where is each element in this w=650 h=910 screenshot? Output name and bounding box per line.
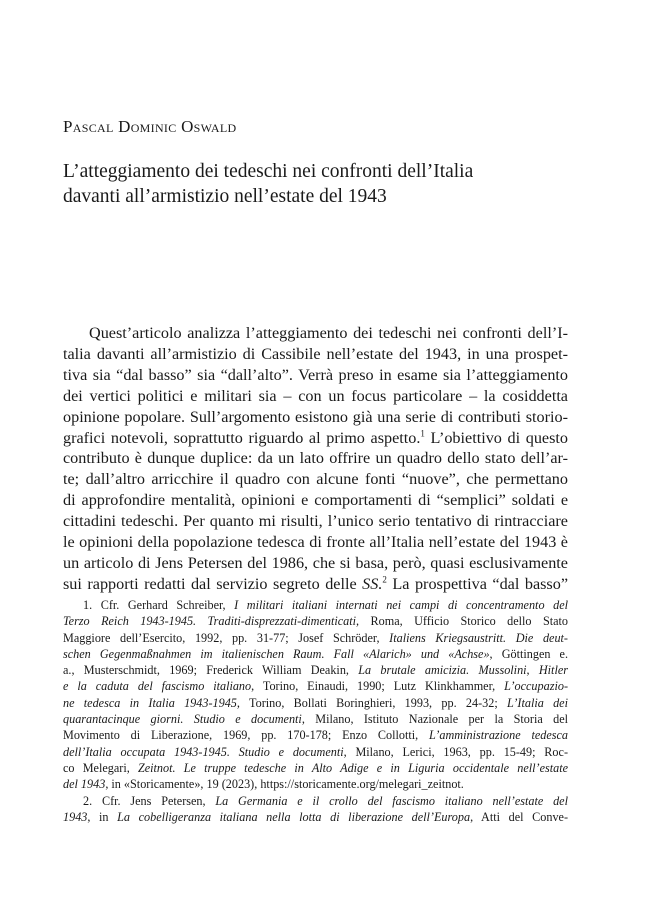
footnote-italic: I militari italiani internati nei campi di concentramento del [234,598,568,612]
footnote-run: , Milano, Lerici, 1963, pp. 15-49; Roc- [343,744,568,759]
title-line: L’atteggiamento dei tedeschi nei confronti dell’Italia [63,161,474,182]
footnote-run: Movimento di Liberazione, 1969, pp. 170-178; Enzo Collotti, [63,728,430,743]
title-line: davanti all’armistizio nell’estate del 1943 [63,186,387,207]
footnote-italic: La brutale amicizia. Mussolini, Hitler [358,663,568,678]
footnote-run: 2. Cfr. Jens Petersen, [83,793,216,808]
footnote-line [63,727,568,743]
body-line [63,574,568,595]
footnote-run: a., Musterschmidt, 1969; Frederick William Deakin, [63,663,359,678]
footnote-run: , Atti del Conve- [470,809,568,824]
body-text-run: La prospettiva “dal basso” [386,574,569,593]
footnote-line [63,809,568,825]
body-line: dei vertici politici e militari sia – con un focus particolare – la cosiddetta [63,386,568,405]
footnote-line [63,776,568,792]
body-line: un articolo di Jens Petersen del 1986, che si basa, però, quasi esclusivamente [63,553,568,572]
footnote-line [63,678,568,694]
footnote-line [63,662,568,678]
footnote-line [63,695,568,711]
footnote-italic: Terzo Reich 1943-1945. Traditi-disprezzati-dimenticati, [63,614,360,629]
footnote-italic: L’occupazio- [504,679,568,694]
body-line: cittadini tedeschi. Per quanto mi risulti, l’unico serio tentativo di rintracciare [63,512,568,531]
footnote-italic: La cobelligeranza italiana nella lotta di liberazione dell’Europa [117,809,471,824]
article-title [63,159,583,209]
footnote-run: Torino, Bollati Boringhieri, 1993, pp. 24-32; [239,695,508,710]
footnote-run: , Göttingen e. [489,646,569,661]
footnote-line [63,646,568,662]
author-name: Pascal Dominic Oswald [63,117,237,136]
footnote-run: Roma, Ufficio Storico dello Stato [359,614,568,629]
footnote-italic: L’Italia dei [507,695,568,710]
footnote-run: co Melegari, [63,760,138,775]
footnote-italic: 1943 [63,809,88,824]
body-line: le opinioni della popolazione tedesca di fronte all’Italia nell’estate del 1943 è [63,533,568,552]
footnote-italic: La Germania e il crollo del fascismo italiano nell’estate del [215,793,568,808]
footnote-italic: ne tedesca in Italia 1943-1945, [63,695,240,710]
footnote-italic: del 1943 [63,777,106,792]
footnote-line [63,630,568,646]
footnote-line [63,744,568,760]
footnote-run: , in «Storicamente», 19 (2023), https://storicamente.org/melegari_zeitnot. [105,777,464,792]
footnote-italic: e la caduta del fascismo italiano [63,679,252,694]
body-text-run: sui rapporti redatti dal servizio segreto delle [63,574,363,593]
body-line: opinione popolare. Sull’argomento esistono già una serie di contributi storio- [63,407,568,426]
body-line: di approfondire mentalità, opinioni e comportamenti di “semplici” soldati e [63,491,568,510]
footnote-line [63,613,568,629]
body-line: talia davanti all’armistizio di Cassibile nell’estate del 1943, in una prospet- [63,344,568,363]
body-line: contributo è dunque duplice: da un lato offrire un quadro dello stato dell’ar- [63,449,568,468]
footnote-run: 1. Cfr. Gerhard Schreiber, [83,598,235,612]
footnote-run: , in [87,809,118,824]
footnote-line [63,711,568,727]
footnote-ref-2: 2 [382,574,387,585]
footnote-run: Maggiore dell’Esercito, 1992, pp. 31-77; Josef Schröder, [63,630,390,645]
footnote-italic: dell’Italia occupata 1943-1945. Studio e documenti [63,744,344,759]
body-line: te; dall’altro arricchire il quadro con alcune fonti “nuove”, che permettano [63,470,568,489]
footnote-line [63,760,568,776]
footnote-italic: L’amministrazione tedesca [429,728,569,743]
footnote-italic: quarantacinque giorni. Studio e documenti [63,712,302,727]
footnote-italic: Zeitnot. Le truppe tedesche in Alto Adige e in Liguria occidentale nell’estate [137,760,568,775]
body-line [63,428,568,449]
footnote-line [63,597,568,613]
body-text [63,323,568,595]
footnote-run: , Milano, Istituto Nazionale per la Storia del [301,712,568,727]
body-line: Quest’articolo analizza l’atteggiamento dei tedeschi nei confronti dell’I- [89,324,568,342]
body-text-run: grafici notevoli, soprattutto riguardo al primo aspetto. [63,428,421,447]
footnote-italic: Italiens Kriegsaustritt. Die deut- [389,630,568,645]
footnote-run: , Torino, Einaudi, 1990; Lutz Klinkhammer, [251,679,505,694]
footnote-ref-1: 1 [420,428,425,439]
footnotes [63,597,568,825]
body-text-run: L’obiettivo di questo [424,428,568,447]
footnote-line [63,793,568,809]
body-line: tiva sia “dal basso” sia “dall’alto”. Verrà preso in esame sia l’atteggiamento [63,365,568,384]
footnote-italic: schen Gegenmaßnahmen im italienischen Raum. Fall «Alarich» und «Achse» [63,646,490,661]
body-text-italic: SS. [362,574,383,593]
